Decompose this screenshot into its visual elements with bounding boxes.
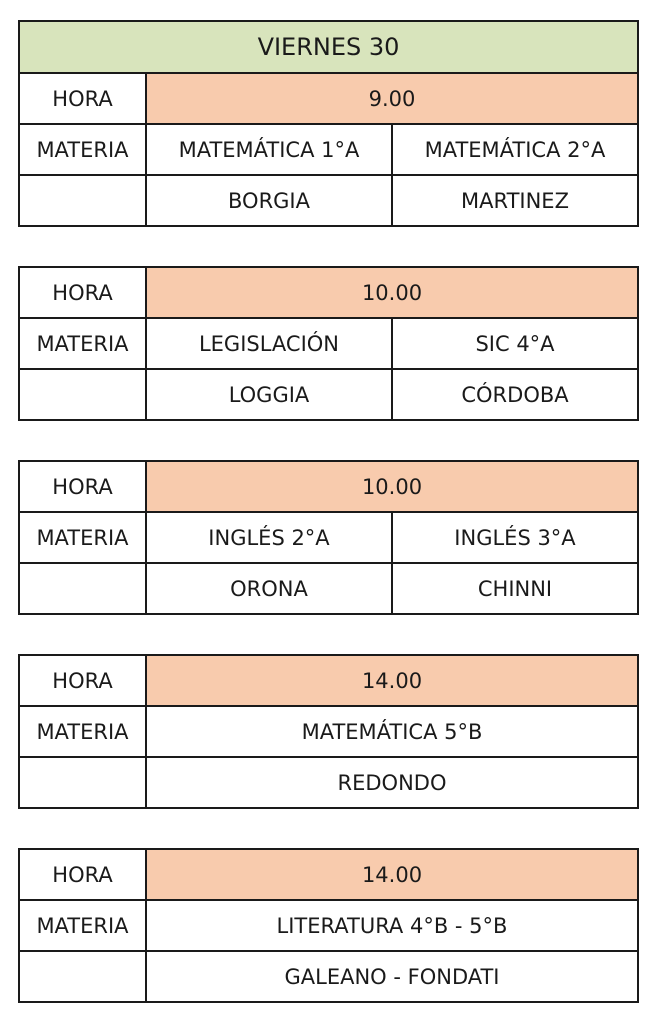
materia-cell: SIC 4°A: [392, 318, 638, 369]
materia-cell: LITERATURA 4°B - 5°B: [146, 900, 638, 951]
materia-label: MATERIA: [19, 124, 146, 175]
profesor-cell: CHINNI: [392, 563, 638, 614]
hora-label: HORA: [19, 73, 146, 124]
empty-label-cell: [19, 757, 146, 808]
schedule-table-4: [18, 654, 639, 809]
hora-label: HORA: [19, 849, 146, 900]
hora-label: HORA: [19, 461, 146, 512]
materia-cell: INGLÉS 3°A: [392, 512, 638, 563]
profesor-cell: ORONA: [146, 563, 392, 614]
schedule-table-1: [18, 20, 639, 227]
hora-value: 10.00: [146, 267, 638, 318]
hora-value: 14.00: [146, 849, 638, 900]
profesor-cell: CÓRDOBA: [392, 369, 638, 420]
materia-label: MATERIA: [19, 512, 146, 563]
materia-cell: INGLÉS 2°A: [146, 512, 392, 563]
empty-label-cell: [19, 563, 146, 614]
hora-value: 14.00: [146, 655, 638, 706]
materia-label: MATERIA: [19, 318, 146, 369]
hora-label: HORA: [19, 655, 146, 706]
profesor-cell: LOGGIA: [146, 369, 392, 420]
profesor-cell: MARTINEZ: [392, 175, 638, 226]
schedule-table-2: [18, 266, 639, 421]
empty-label-cell: [19, 175, 146, 226]
profesor-cell: GALEANO - FONDATI: [146, 951, 638, 1002]
materia-cell: LEGISLACIÓN: [146, 318, 392, 369]
hora-value: 10.00: [146, 461, 638, 512]
profesor-cell: REDONDO: [146, 757, 638, 808]
hora-value: 9.00: [146, 73, 638, 124]
empty-label-cell: [19, 369, 146, 420]
empty-label-cell: [19, 951, 146, 1002]
profesor-cell: BORGIA: [146, 175, 392, 226]
schedule-table-5: [18, 848, 639, 1003]
materia-cell: MATEMÁTICA 5°B: [146, 706, 638, 757]
schedule-table-3: [18, 460, 639, 615]
day-title: VIERNES 30: [19, 21, 638, 73]
hora-label: HORA: [19, 267, 146, 318]
materia-cell: MATEMÁTICA 2°A: [392, 124, 638, 175]
materia-label: MATERIA: [19, 706, 146, 757]
materia-label: MATERIA: [19, 900, 146, 951]
materia-cell: MATEMÁTICA 1°A: [146, 124, 392, 175]
